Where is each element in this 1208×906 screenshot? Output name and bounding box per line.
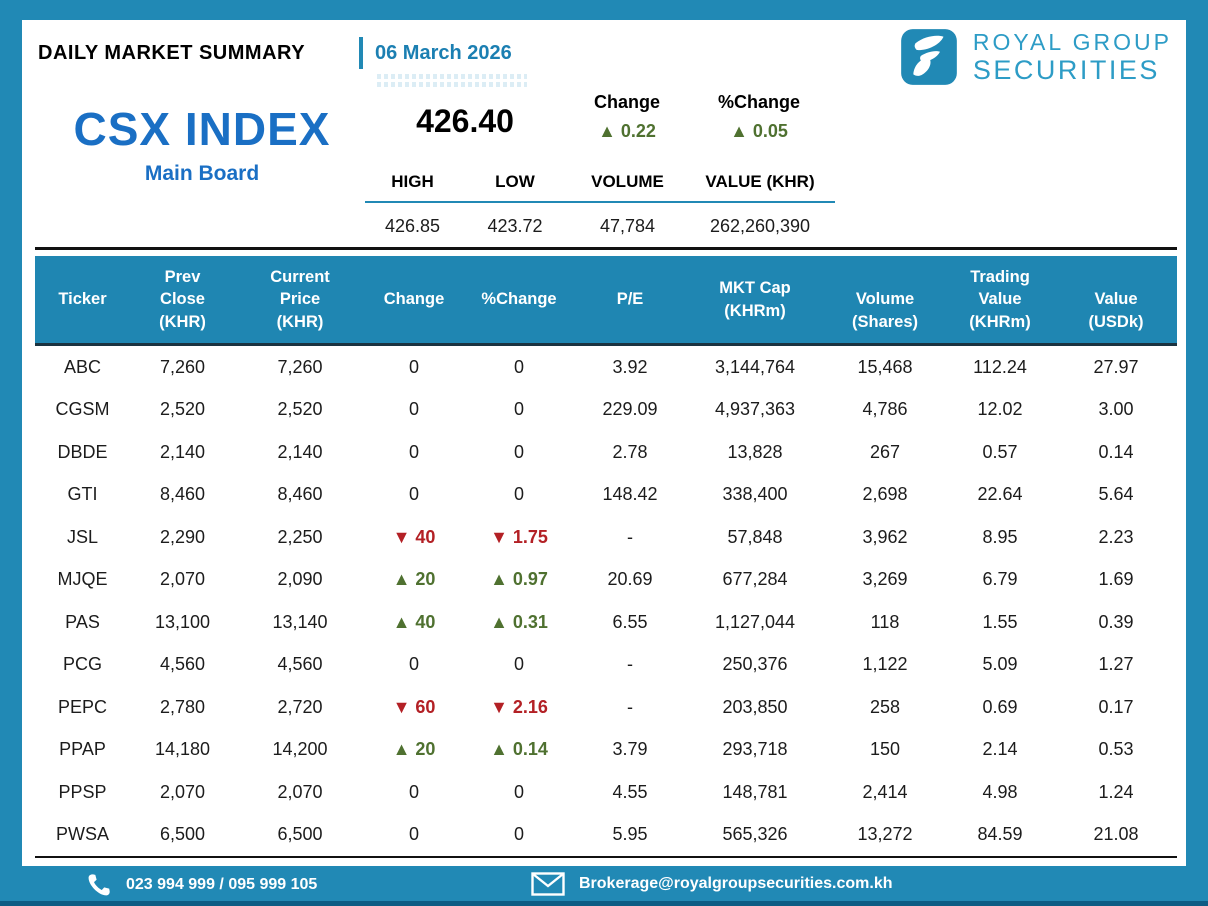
table-cell: 13,140	[272, 611, 328, 632]
table-cell: 0.57	[982, 441, 1018, 462]
phone-icon	[86, 872, 112, 898]
table-cell: 2,780	[159, 696, 206, 717]
table-cell: 0	[513, 484, 524, 505]
table-cell: ▼ 40	[392, 526, 436, 547]
table-cell: 293,718	[722, 739, 788, 760]
table-cell: CGSM	[55, 399, 110, 420]
table-cell: 3,269	[862, 569, 908, 590]
table-cell: 258	[869, 696, 901, 717]
table-cell: 2,290	[159, 526, 206, 547]
brand-text	[972, 28, 1172, 85]
table-row	[35, 686, 1177, 729]
table-cell: 4.98	[982, 781, 1018, 802]
report-date: 06 March 2026	[375, 42, 512, 64]
table-cell: 2,070	[159, 569, 206, 590]
table-cell: 4,560	[277, 654, 323, 675]
table-cell: 1.69	[1098, 569, 1134, 590]
stock-table-header	[35, 256, 1177, 346]
table-cell: 3,962	[862, 526, 908, 547]
table-cell: 57,848	[727, 526, 783, 547]
index-name: CSX INDEX	[73, 103, 331, 155]
table-cell: PPAP	[59, 739, 106, 760]
table-cell: 14,200	[272, 739, 328, 760]
table-cell: PCG	[62, 654, 102, 675]
table-cell: 0	[513, 356, 524, 377]
index-stats	[365, 172, 835, 237]
index-change-value: ▲ 0.22	[598, 121, 656, 141]
royal-group-securities-logo-icon	[899, 28, 959, 86]
table-cell: 118	[870, 611, 900, 632]
table-cell: 7,260	[277, 356, 323, 377]
stat-header: LOW	[495, 172, 535, 191]
table-row	[35, 346, 1177, 389]
brand-logo	[899, 28, 1172, 86]
table-cell: 3,144,764	[714, 356, 796, 377]
column-header: Prev Close (KHR)	[159, 268, 206, 331]
table-cell: -	[627, 696, 633, 717]
table-cell: 150	[869, 739, 901, 760]
table-cell: 8.95	[982, 526, 1018, 547]
table-cell: 2,720	[277, 696, 323, 717]
table-cell: 4.55	[612, 781, 648, 802]
table-cell: PEPC	[57, 696, 108, 717]
table-cell: 565,326	[722, 824, 788, 845]
table-cell: 0	[513, 441, 524, 462]
table-cell: 15,468	[857, 356, 913, 377]
table-cell: 27.97	[1093, 356, 1139, 377]
section-separator	[35, 247, 1177, 250]
table-cell: 6,500	[159, 824, 206, 845]
index-stats-values	[365, 203, 835, 237]
table-row	[35, 814, 1177, 857]
table-cell: 22.64	[977, 484, 1023, 505]
column-header: Value (USDk)	[1088, 290, 1144, 331]
index-pct-change-label: %Change	[717, 92, 800, 112]
index-pct-change-value: ▲ 0.05	[730, 121, 788, 141]
index-board: Main Board	[144, 162, 260, 185]
table-cell: ▲ 0.14	[490, 739, 548, 760]
column-header: MKT Cap (KHRm)	[719, 279, 791, 320]
table-cell: 0	[408, 399, 419, 420]
envelope-icon	[531, 872, 565, 896]
table-cell: 250,376	[722, 654, 788, 675]
table-cell: 0	[513, 781, 524, 802]
table-cell: ▼ 1.75	[490, 526, 548, 547]
table-cell: ▼ 60	[392, 696, 436, 717]
table-row	[35, 644, 1177, 687]
stock-table-body	[35, 346, 1177, 856]
table-cell: PAS	[65, 611, 100, 632]
khmer-date-watermark	[377, 74, 527, 90]
table-cell: 2,070	[159, 781, 206, 802]
table-cell: 1.27	[1098, 654, 1134, 675]
table-cell: ▲ 20	[392, 569, 436, 590]
contact-footer	[0, 866, 1208, 906]
table-cell: 0.17	[1098, 696, 1134, 717]
table-cell: 338,400	[722, 484, 788, 505]
table-cell: 0	[408, 824, 419, 845]
table-cell: 5.95	[612, 824, 648, 845]
index-change-label: Change	[593, 92, 660, 112]
column-header: Ticker	[58, 290, 107, 309]
stock-table	[35, 256, 1177, 858]
table-cell: 148.42	[602, 484, 658, 505]
table-cell: 5.64	[1098, 484, 1134, 505]
table-cell: 8,460	[277, 484, 323, 505]
table-cell: 0.53	[1098, 739, 1134, 760]
table-cell: ▼ 2.16	[490, 696, 548, 717]
table-cell: 0	[408, 356, 419, 377]
table-cell: 0	[513, 824, 524, 845]
table-cell: 0.69	[982, 696, 1018, 717]
table-cell: 6,500	[277, 824, 323, 845]
column-header: P/E	[616, 290, 644, 309]
index-change	[562, 92, 692, 142]
brand-name-bottom: SECURITIES	[972, 54, 1160, 85]
stat-value: 426.85	[384, 216, 441, 236]
table-cell: ▲ 40	[392, 611, 436, 632]
table-cell: 3.79	[612, 739, 648, 760]
email-address: Brokerage@royalgroupsecurities.com.kh	[579, 875, 893, 892]
table-cell: 13,272	[857, 824, 913, 845]
table-cell: PWSA	[55, 824, 109, 845]
table-cell: 20.69	[607, 569, 653, 590]
table-cell: ▲ 0.97	[490, 569, 548, 590]
column-header: Current Price (KHR)	[270, 268, 330, 331]
table-cell: ABC	[63, 356, 101, 377]
table-row	[35, 559, 1177, 602]
table-cell: 0	[513, 654, 524, 675]
column-header: Change	[383, 290, 445, 309]
table-cell: ▲ 0.31	[490, 611, 548, 632]
column-header: Volume (Shares)	[851, 290, 919, 331]
table-cell: 0	[513, 399, 524, 420]
watermark-line	[377, 82, 527, 87]
table-cell: 2.14	[982, 739, 1018, 760]
table-row	[35, 771, 1177, 814]
table-cell: 13,828	[727, 441, 783, 462]
table-row	[35, 474, 1177, 517]
table-cell: 2.78	[612, 441, 648, 462]
table-cell: 1,122	[862, 654, 908, 675]
table-cell: -	[627, 654, 633, 675]
table-row	[35, 389, 1177, 432]
stat-value: 47,784	[599, 216, 656, 236]
table-cell: 2,520	[277, 399, 323, 420]
phone-number: 023 994 999 / 095 999 105	[126, 876, 318, 893]
table-cell: MJQE	[57, 569, 108, 590]
table-cell: 677,284	[722, 569, 788, 590]
table-cell: PPSP	[58, 781, 107, 802]
table-cell: 5.09	[982, 654, 1018, 675]
table-cell: 3.92	[612, 356, 648, 377]
table-cell: GTI	[67, 484, 98, 505]
column-header: Trading Value (KHRm)	[969, 268, 1031, 331]
table-cell: 3.00	[1098, 399, 1134, 420]
table-row	[35, 601, 1177, 644]
table-cell: 6.55	[612, 611, 648, 632]
table-cell: 112.24	[973, 356, 1027, 377]
table-cell: 4,786	[862, 399, 908, 420]
table-cell: 0	[408, 781, 419, 802]
brand-name-top: ROYAL GROUP	[972, 28, 1172, 55]
table-cell: 267	[869, 441, 901, 462]
table-cell: DBDE	[57, 441, 108, 462]
index-value: 426.40	[416, 103, 514, 139]
page-title: DAILY MARKET SUMMARY	[38, 42, 306, 64]
table-cell: 21.08	[1093, 824, 1139, 845]
report-sheet	[22, 20, 1186, 866]
table-cell: 2,520	[159, 399, 206, 420]
table-cell: 8,460	[159, 484, 206, 505]
table-cell: 1.55	[982, 611, 1018, 632]
email-contact	[531, 872, 892, 896]
table-cell: 2,070	[277, 781, 323, 802]
table-cell: 2,140	[159, 441, 206, 462]
watermark-line	[377, 74, 527, 79]
table-cell: 13,100	[154, 611, 211, 632]
table-cell: 203,850	[722, 696, 788, 717]
table-cell: 0.14	[1098, 441, 1134, 462]
table-cell: 2,250	[277, 526, 323, 547]
stat-value: 262,260,390	[709, 216, 811, 236]
stat-header: HIGH	[391, 172, 434, 191]
table-cell: 0	[408, 484, 419, 505]
stat-header: VALUE (KHR)	[705, 172, 815, 191]
table-cell: 2.23	[1098, 526, 1134, 547]
table-cell: 14,180	[154, 739, 211, 760]
table-cell: 2,090	[277, 569, 323, 590]
bottom-accent-strip	[0, 901, 1208, 906]
column-header: %Change	[481, 290, 557, 309]
table-cell: 0.39	[1098, 611, 1134, 632]
table-cell: 6.79	[982, 569, 1018, 590]
table-cell: 1,127,044	[714, 611, 796, 632]
table-cell: 2,414	[862, 781, 908, 802]
table-cell: 1.24	[1098, 781, 1134, 802]
table-cell: 0	[408, 654, 419, 675]
table-cell: 12.02	[977, 399, 1023, 420]
table-cell: 229.09	[602, 399, 658, 420]
phone-contact	[86, 872, 317, 898]
table-row	[35, 431, 1177, 474]
stat-header: VOLUME	[591, 172, 664, 191]
table-cell: 148,781	[722, 781, 788, 802]
stat-value: 423.72	[487, 216, 543, 236]
table-cell: ▲ 20	[392, 739, 436, 760]
table-cell: 84.59	[977, 824, 1023, 845]
index-stats-headers	[365, 172, 835, 201]
table-cell: 2,698	[862, 484, 908, 505]
table-cell: JSL	[66, 526, 99, 547]
index-pct-change	[694, 92, 824, 142]
table-row	[35, 516, 1177, 559]
title-divider	[359, 37, 363, 69]
table-cell: 4,937,363	[714, 399, 796, 420]
table-cell: 4,560	[159, 654, 206, 675]
table-cell: 2,140	[277, 441, 323, 462]
table-row	[35, 729, 1177, 772]
table-cell: 0	[408, 441, 419, 462]
table-cell: -	[627, 526, 633, 547]
table-cell: 7,260	[159, 356, 206, 377]
